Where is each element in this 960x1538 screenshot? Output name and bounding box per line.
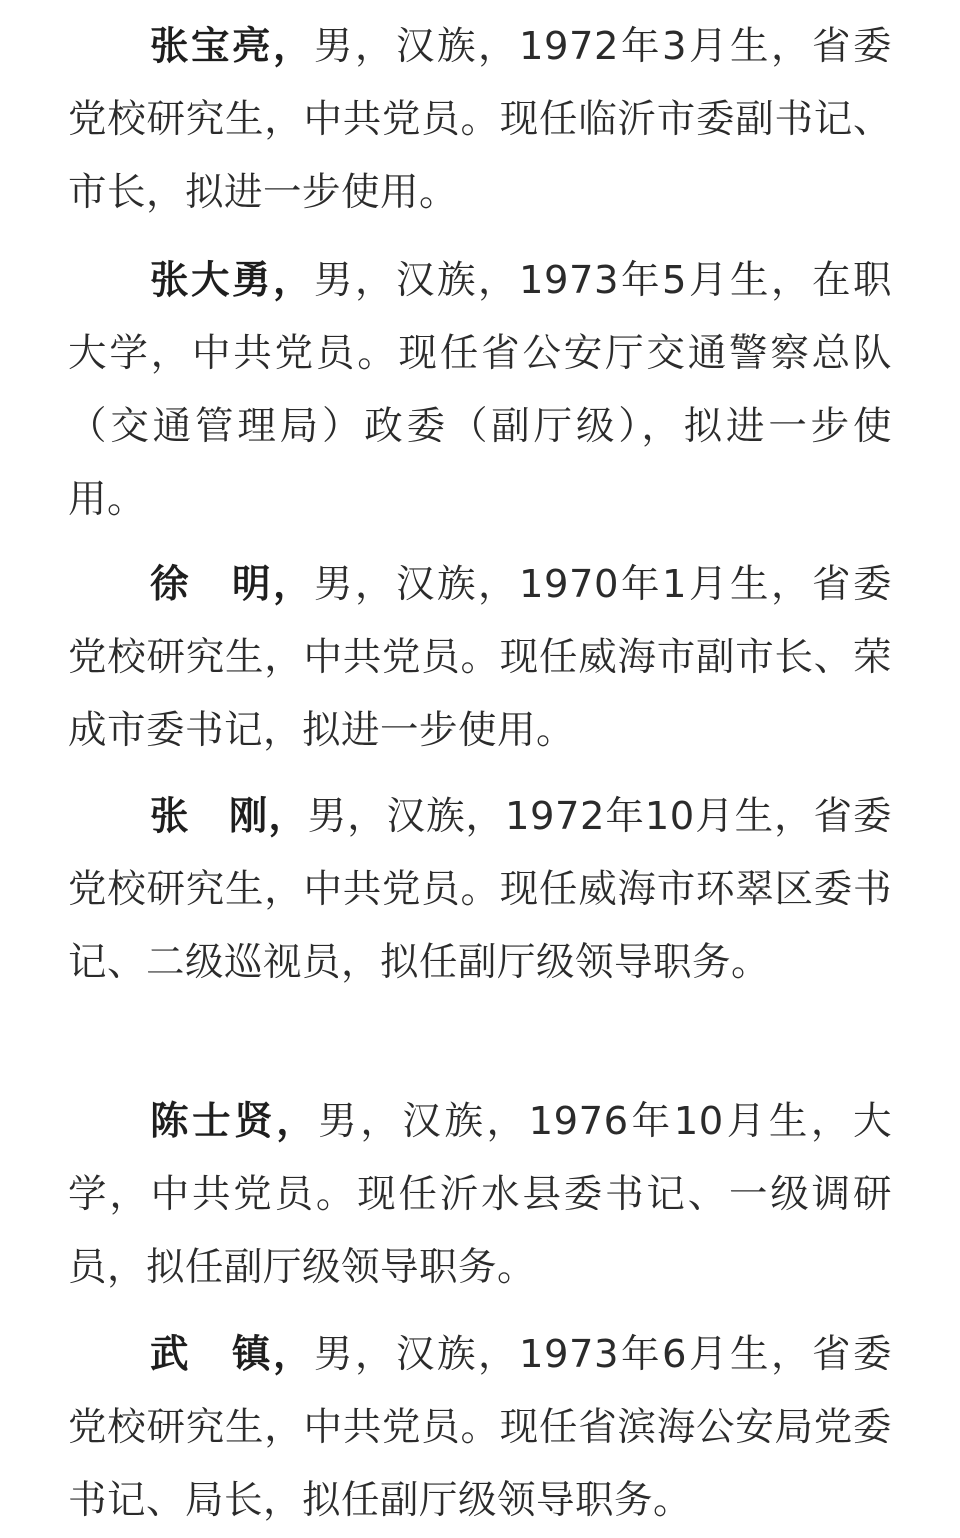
personnel-entry — [68, 780, 892, 999]
person-description: 男，汉族，1973年6月生，省委党校研究生，中共党员。现任省滨海公安局党委书记、局长，拟任副厅级领导职务。 — [68, 1332, 892, 1523]
person-name: 徐 明， — [150, 562, 315, 607]
person-description: 男，汉族，1973年5月生，在职大学，中共党员。现任省公安厅交通警察总队（交通管理局）政委（副厅级），拟进一步使用。 — [68, 258, 892, 522]
personnel-entry — [68, 1318, 892, 1537]
personnel-entry — [68, 10, 892, 229]
person-description: 男，汉族，1976年10月生，大学，中共党员。现任沂水县委书记、一级调研员，拟任副厅级领导职务。 — [68, 1099, 892, 1290]
person-description: 男，汉族，1972年3月生，省委党校研究生，中共党员。现任临沂市委副书记、市长，拟进一步使用。 — [68, 24, 892, 215]
person-description: 男，汉族，1972年10月生，省委党校研究生，中共党员。现任威海市环翠区委书记、二级巡视员，拟任副厅级领导职务。 — [68, 794, 892, 985]
person-name: 陈士贤， — [150, 1099, 319, 1144]
person-name: 张 刚， — [150, 794, 308, 839]
personnel-entry — [68, 244, 892, 536]
person-description: 男，汉族，1970年1月生，省委党校研究生，中共党员。现任威海市副市长、荣成市委书记，拟进一步使用。 — [68, 562, 892, 753]
person-name: 武 镇， — [150, 1332, 315, 1377]
person-name: 张宝亮， — [150, 24, 315, 69]
person-name: 张大勇， — [150, 258, 315, 303]
personnel-entry — [68, 1085, 892, 1304]
personnel-entry — [68, 548, 892, 767]
